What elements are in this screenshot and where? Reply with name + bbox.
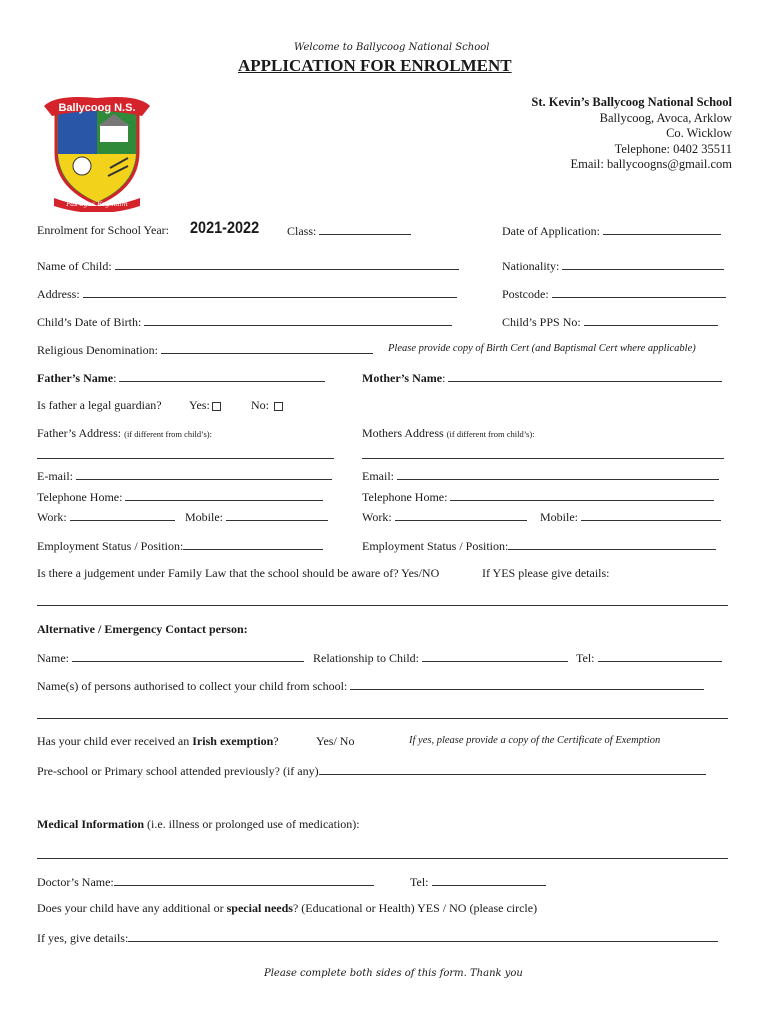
postcode-field[interactable] — [502, 286, 726, 302]
checkbox-icon — [212, 402, 221, 411]
school-logo — [36, 92, 158, 212]
school-year-value: 2021-2022 — [190, 218, 260, 237]
employment-label: Employment Status / Position: — [362, 539, 509, 553]
father-name-label: Father’s Name — [37, 371, 114, 385]
dob-field[interactable] — [37, 314, 452, 330]
logo-motto-text: Fás agus Foghlaim — [66, 200, 128, 208]
employment-label: Employment Status / Position: — [37, 539, 184, 553]
special-bold: special needs — [226, 901, 293, 915]
alt-contact-heading: Alternative / Emergency Contact person: — [37, 622, 248, 636]
school-address-line1: Ballycoog, Avoca, Arklow — [599, 110, 732, 125]
welcome-text: Welcome to Ballycoog National School — [294, 42, 490, 53]
school-year-label: Enrolment for School Year: — [37, 223, 169, 237]
school-address-line2: Co. Wicklow — [666, 126, 732, 140]
judgement-details-line[interactable] — [37, 605, 728, 606]
nationality-label: Nationality: — [502, 259, 560, 273]
father-address-label-row — [37, 426, 212, 441]
colon: : — [442, 371, 446, 385]
mother-tel-home-field[interactable] — [362, 489, 714, 505]
no-label: No: — [251, 398, 269, 412]
child-name-label: Name of Child: — [37, 259, 112, 273]
religion-label: Religious Denomination: — [37, 343, 158, 357]
doctor-tel-field[interactable] — [410, 874, 546, 890]
authorised-field[interactable] — [37, 678, 704, 694]
relationship-label: Relationship to Child: — [313, 651, 420, 665]
medical-line[interactable] — [37, 858, 728, 859]
doctor-label: Doctor’s Name: — [37, 875, 114, 889]
guardian-yes-checkbox[interactable] — [189, 398, 221, 413]
name-label: Name: — [37, 651, 69, 665]
school-address-block — [531, 95, 732, 173]
pps-label: Child’s PPS No: — [502, 315, 581, 329]
logo-banner-text: Ballycoog N.S. — [58, 102, 136, 114]
details-label: If yes, give details: — [37, 931, 129, 945]
tel-home-label: Telephone Home: — [362, 490, 448, 504]
mother-work-field[interactable] — [362, 509, 527, 525]
mother-employment-field[interactable] — [362, 538, 716, 554]
irish-note: If yes, please provide a copy of the Certificate of Exemption — [409, 735, 661, 746]
irish-q-text: Has your child ever received an — [37, 734, 193, 748]
irish-q-end: ? — [273, 734, 279, 748]
authorised-line[interactable] — [37, 718, 728, 719]
different-note: (if different from child’s): — [446, 429, 535, 439]
school-name: St. Kevin’s Ballycoog National School — [531, 95, 732, 109]
tel-home-label: Telephone Home: — [37, 490, 123, 504]
address-label: Address: — [37, 287, 80, 301]
special-post: ? (Educational or Health) YES / NO (please circle) — [292, 901, 538, 915]
date-of-application-field[interactable] — [502, 223, 721, 239]
religion-field[interactable] — [37, 342, 373, 358]
footer-note: Please complete both sides of this form. Thank you — [264, 968, 523, 979]
school-email: Email: ballycoogns@gmail.com — [570, 157, 732, 171]
email-label: Email: — [362, 469, 394, 483]
special-needs-question — [37, 901, 537, 916]
pps-field[interactable] — [502, 314, 718, 330]
relationship-field[interactable] — [313, 650, 568, 666]
colon: : — [113, 371, 117, 385]
mother-email-field[interactable] — [362, 468, 719, 484]
judgement-question: Is there a judgement under Family Law that the school should be aware of? Yes/NO — [37, 566, 440, 580]
postcode-label: Postcode: — [502, 287, 549, 301]
father-tel-home-field[interactable] — [37, 489, 323, 505]
mother-name-label: Mother’s Name — [362, 371, 443, 385]
irish-q-bold: Irish exemption — [192, 734, 274, 748]
tel-label: Tel: — [410, 875, 429, 889]
mobile-label: Mobile: — [540, 510, 578, 524]
mother-address-label-row — [362, 426, 535, 441]
father-name-field[interactable] — [37, 370, 325, 386]
tel-label: Tel: — [576, 651, 595, 665]
father-email-field[interactable] — [37, 468, 332, 484]
dob-label: Child’s Date of Birth: — [37, 315, 142, 329]
yes-label: Yes: — [189, 398, 210, 412]
preschool-field[interactable] — [37, 763, 706, 779]
work-label: Work: — [37, 510, 67, 524]
school-crest-icon — [36, 92, 158, 212]
mother-mobile-field[interactable] — [540, 509, 721, 525]
father-employment-field[interactable] — [37, 538, 323, 554]
class-label: Class: — [287, 224, 317, 238]
date-label: Date of Application: — [502, 224, 600, 238]
father-mobile-field[interactable] — [185, 509, 328, 525]
irish-yes-no[interactable]: Yes/ No — [316, 734, 355, 748]
guardian-no-checkbox[interactable] — [251, 398, 283, 413]
mother-address-label: Mothers Address — [362, 426, 444, 440]
judgement-details-label: If YES please give details: — [482, 566, 610, 580]
medical-bold: Medical Information — [37, 817, 144, 831]
irish-exemption-question — [37, 734, 279, 749]
father-work-field[interactable] — [37, 509, 175, 525]
mother-address-line[interactable] — [362, 458, 724, 459]
page-title: APPLICATION FOR ENROLMENT — [238, 56, 512, 75]
mother-name-field[interactable] — [362, 370, 722, 386]
child-name-field[interactable] — [37, 258, 459, 274]
alt-contact-name-field[interactable] — [37, 650, 304, 666]
details-field[interactable] — [37, 930, 718, 946]
medical-rest: (i.e. illness or prolonged use of medication): — [144, 817, 360, 831]
religion-note: Please provide copy of Birth Cert (and Baptismal Cert where applicable) — [388, 343, 696, 354]
different-note: (if different from child’s): — [124, 429, 212, 439]
medical-label-row — [37, 817, 360, 832]
class-field[interactable] — [287, 223, 411, 239]
authorised-label: Name(s) of persons authorised to collect your child from school: — [37, 679, 348, 693]
guardian-question: Is father a legal guardian? — [37, 398, 162, 412]
checkbox-icon — [274, 402, 283, 411]
nationality-field[interactable] — [502, 258, 724, 274]
school-phone: Telephone: 0402 35511 — [614, 141, 732, 156]
special-pre: Does your child have any additional or — [37, 901, 227, 915]
email-label: E-mail: — [37, 469, 73, 483]
alt-contact-tel-field[interactable] — [576, 650, 722, 666]
mobile-label: Mobile: — [185, 510, 223, 524]
doctor-name-field[interactable] — [37, 874, 374, 890]
father-address-line[interactable] — [37, 458, 334, 459]
work-label: Work: — [362, 510, 392, 524]
preschool-label: Pre-school or Primary school attended previously? (if any) — [37, 764, 319, 778]
address-field[interactable] — [37, 286, 457, 302]
father-address-label: Father’s Address: — [37, 426, 122, 440]
